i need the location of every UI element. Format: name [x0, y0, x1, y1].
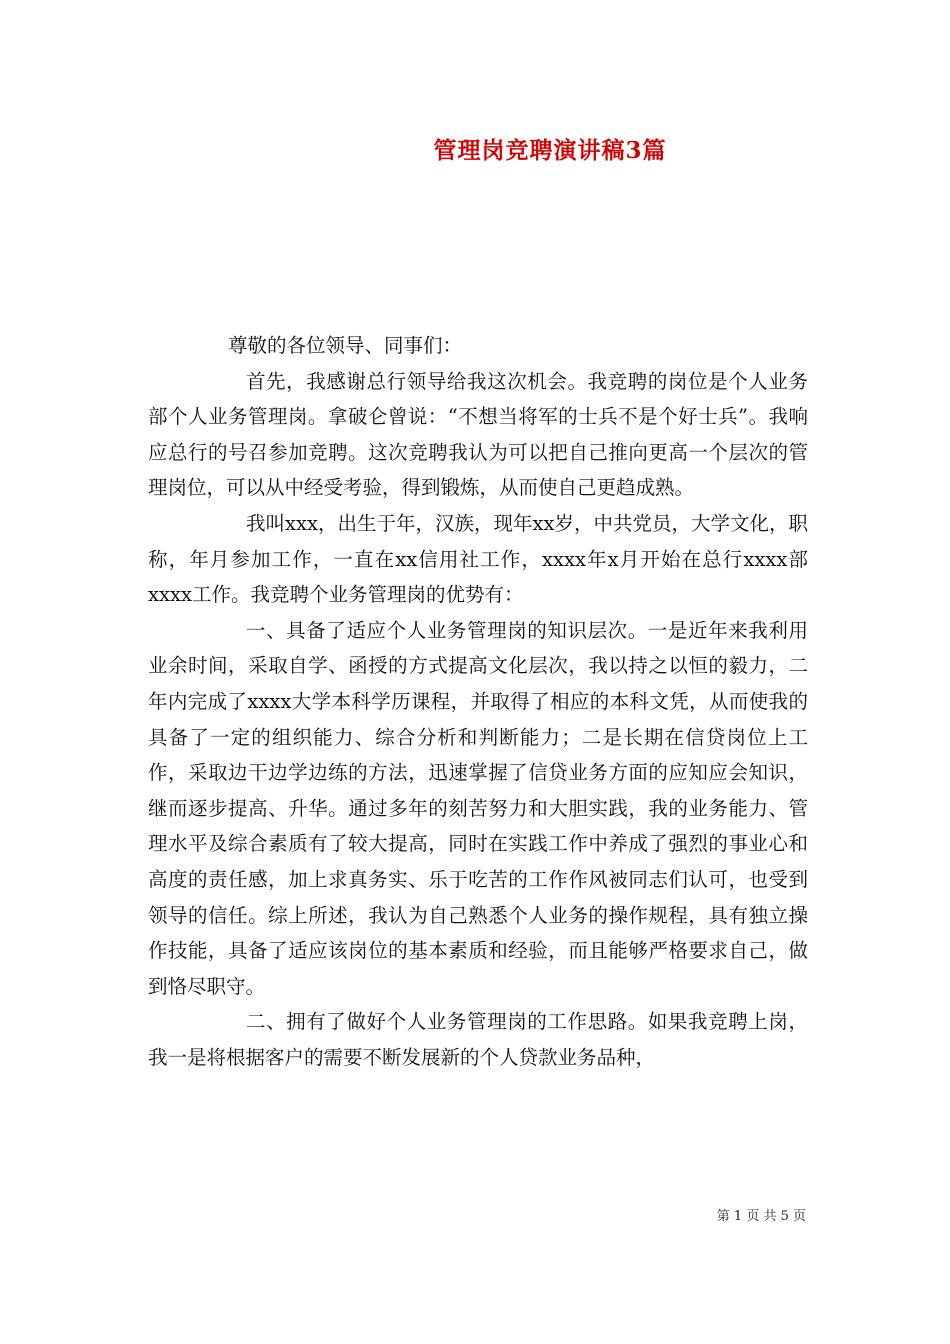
page-number: 第 1 页 共 5 页: [716, 1209, 806, 1224]
paragraph-self-introduction: 我叫xxx，出生于年，汉族，现年xx岁，中共党员，大学文化，职称，年月参加工作，一直在xx信用社工作，xxxx年x月开始在总行xxxx部xxxx工作。我竞聘个业务管理岗的优势有：: [148, 511, 808, 607]
document-body: [148, 328, 808, 1075]
document-title: 管理岗竞聘演讲稿3篇: [433, 137, 667, 164]
paragraph-intro: 首先，我感谢总行领导给我这次机会。我竞聘的岗位是个人业务部个人业务管理岗。拿破仑曾说：“不想当将军的士兵不是个好士兵”。我响应总行的号召参加竞聘。这次竞聘我认为可以把自己推向更高一个层次的管理岗位，可以从中经受考验，得到锻炼，从而使自己更趋成熟。: [148, 369, 808, 500]
paragraph-knowledge-level: 一、具备了适应个人业务管理岗的知识层次。一是近年来我利用业余时间，采取自学、函授的方式提高文化层次，我以持之以恒的毅力，二年内完成了xxxx大学本科学历课程，并取得了相应的本科文凭，从而使我的具备了一定的组织能力、综合分析和判断能力；二是长期在信贷岗位上工作，采取边干边学边练的方法，迅速掌握了信贷业务方面的应知应会知识，继而逐步提高、升华。通过多年的刻苦努力和大胆实践，我的业务能力、管理水平及综合素质有了较大提高，同时在实践工作中养成了强烈的事业心和高度的责任感，加上求真务实、乐于吃苦的工作作风被同志们认可，也受到领导的信任。综上所述，我认为自己熟悉个人业务的操作规程，具有独立操作技能，具备了适应该岗位的基本素质和经验，而且能够严格要求自己，做到恪尽职守。: [148, 618, 808, 998]
salutation: 尊敬的各位领导、同事们：: [228, 334, 463, 357]
paragraph-work-approach: 二、拥有了做好个人业务管理岗的工作思路。如果我竞聘上岗，我一是将根据客户的需要不断发展新的个人贷款业务品种，: [148, 1010, 808, 1069]
